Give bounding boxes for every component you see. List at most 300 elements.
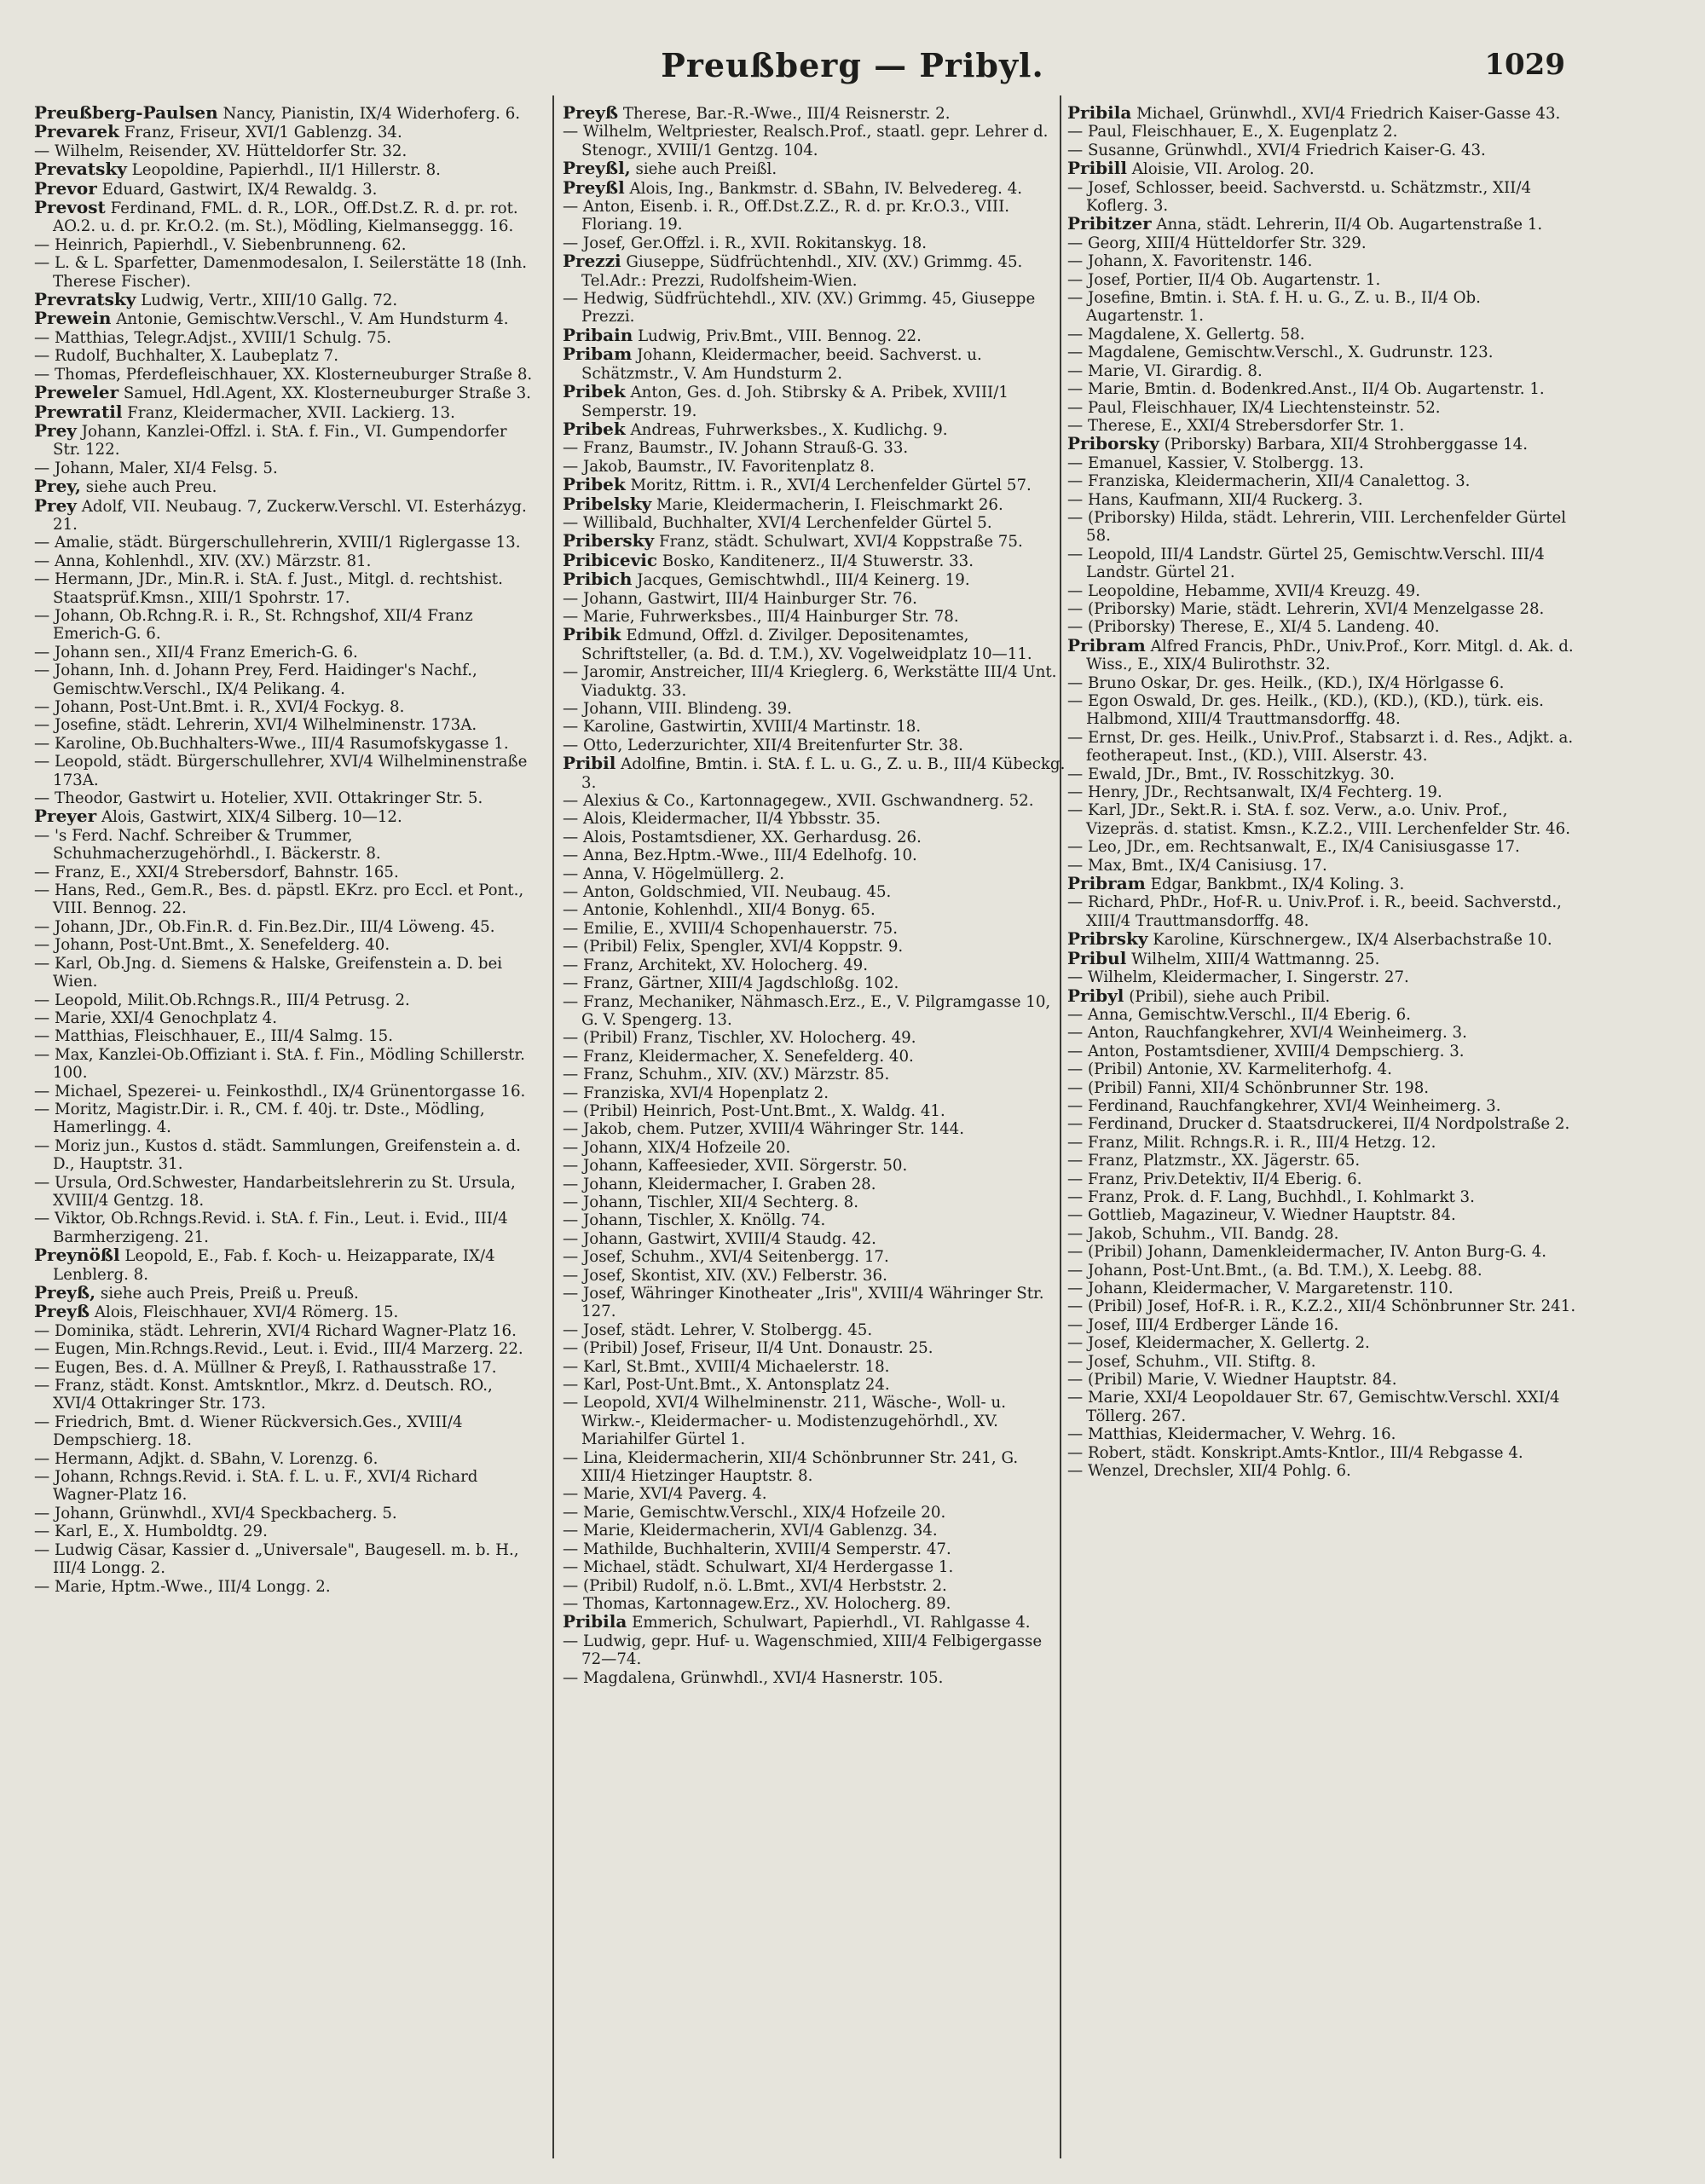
entry-details: — Georg, XIII/4 Hütteldorfer Str. 329. (1067, 234, 1367, 252)
entry-details: — (Pribil) Heinrich, Post-Unt.Bmt., X. Waldg. 41. (563, 1101, 945, 1120)
directory-entry (34, 121, 533, 142)
entry-details: — Leo, JDr., em. Rechtsanwalt, E., IX/4 Canisiusgasse 17. (1067, 838, 1520, 857)
directory-entry (1067, 344, 1579, 362)
directory-entry (34, 1413, 533, 1450)
directory-entry (34, 197, 533, 236)
entry-details: — (Pribil) Franz, Tischler, XV. Holocherg. 49. (563, 1029, 916, 1048)
entry-details: — Franziska, XVI/4 Hopenplatz 2. (563, 1083, 829, 1102)
entry-details: — Johann, XIX/4 Hofzeile 20. (563, 1138, 791, 1157)
directory-entry (34, 159, 533, 180)
entry-details: — Gottlieb, Magazineur, V. Wiedner Hauptstr. 84. (1067, 1206, 1456, 1225)
directory-entry (34, 1082, 533, 1101)
entry-details: — Emilie, E., XVIII/4 Schopenhauerstr. 75. (563, 919, 898, 938)
entry-details: — (Priborsky) Marie, städt. Lehrerin, XVI/4 Menzelgasse 28. (1067, 599, 1545, 618)
directory-entry (34, 142, 533, 160)
entry-details: — Ferdinand, Rauchfangkehrer, XVI/4 Weinheimerg. 3. (1067, 1096, 1501, 1115)
entry-surname: Prey, (34, 476, 81, 497)
entry-details: — 's Ferd. Nachf. Schreiber & Trummer, Schuhmacherzugehörhdl., I. Bäckerstr. 8. (34, 826, 381, 864)
directory-entry (34, 476, 533, 497)
directory-entry (563, 992, 1066, 1030)
directory-entry (1067, 1115, 1579, 1134)
entry-details: Alois, Ing., Bankmstr. d. SBahn, IV. Belvedereg. 4. (629, 179, 1023, 198)
directory-entry (34, 1027, 533, 1046)
directory-entry (563, 474, 1066, 495)
directory-entry (34, 643, 533, 662)
entry-details: — Willibald, Buchhalter, XVI/4 Lerchenfelder Gürtel 5. (563, 513, 992, 532)
entry-details: Wilhelm, XIII/4 Wattmanng. 25. (1131, 950, 1380, 968)
directory-entry (563, 1394, 1066, 1449)
entry-details: — Josef, Skontist, XIV. (XV.) Felberstr. 36. (563, 1266, 887, 1285)
entry-details: — Mathilde, Buchhalterin, XVIII/4 Semperstr. 47. (563, 1540, 951, 1558)
entry-details: — Johann, X. Favoritenstr. 146. (1067, 252, 1313, 271)
entry-surname: Prevarek (34, 121, 119, 142)
directory-entry (1067, 252, 1579, 271)
entry-surname: Preyßl (563, 176, 625, 198)
directory-entry (563, 1540, 1066, 1558)
entry-surname: Prey (34, 419, 77, 441)
directory-entry (563, 718, 1066, 737)
directory-entry (34, 698, 533, 716)
directory-entry (1067, 1462, 1579, 1481)
entry-details: — Viktor, Ob.Rchngs.Revid. i. StA. f. Fin., Leut. i. Evid., III/4 Barmherzigeng. 21. (34, 1210, 508, 1246)
directory-entry (1067, 618, 1579, 637)
directory-entry (563, 344, 1066, 383)
directory-entry (1067, 692, 1579, 729)
entry-details: — Marie, VI. Girardig. 8. (1067, 361, 1263, 380)
entry-surname: Pribain (563, 324, 633, 345)
directory-entry (34, 1008, 533, 1027)
entry-details: — Karoline, Ob.Buchhalters-Wwe., III/4 Rasumofskygasse 1. (34, 734, 509, 753)
directory-entry (1067, 123, 1579, 142)
entry-details: — Johann, VIII. Blindeng. 39. (563, 700, 792, 718)
entry-details: Antonie, Gemischtw.Verschl., V. Am Hundsturm 4. (116, 310, 509, 329)
entry-details: — Thomas, Pferdefleischhauer, XX. Klosterneuburger Straße 8. (34, 365, 533, 384)
entry-details: — Anton, Eisenb. i. R., Off.Dst.Z.Z., R. d. pr. Kr.O.3., VIII. Floriang. 19. (563, 198, 1010, 234)
directory-entry (563, 938, 1066, 956)
entry-details: — Alois, Postamtsdiener, XX. Gerhardusg. 26. (563, 828, 922, 846)
entry-details: Johann, Kanzlei-Offzl. i. StA. f. Fin., VI. Gumpendorfer Str. 122. (53, 422, 507, 459)
entry-details: Giuseppe, Südfrüchtenhdl., XIV. (XV.) Grimmg. 45. Tel.Adr.: Prezzi, Rudolfsheim-Wien. (581, 253, 1023, 290)
entry-details: — Johann, Post-Unt.Bmt., (a. Bd. T.M.), X. Leebg. 88. (1067, 1261, 1482, 1280)
entry-details: — Franz, Gärtner, XIII/4 Jagdschloßg. 102. (563, 974, 899, 993)
entry-details: — Wilhelm, Reisender, XV. Hütteldorfer Str. 32. (34, 142, 407, 160)
entry-details: — Johann, Kleidermacher, I. Graben 28. (563, 1175, 876, 1193)
directory-entry (34, 177, 533, 199)
directory-entry (563, 1285, 1066, 1321)
entry-details: — Franz, Priv.Detektiv, II/4 Eberig. 6. (1067, 1170, 1362, 1188)
entry-details: — Josef, III/4 Erdberger Lände 16. (1067, 1315, 1339, 1334)
directory-entry (1067, 270, 1579, 289)
entry-details: — Friedrich, Bmt. d. Wiener Rückversich.Ges., XVIII/4 Dempschierg. 18. (34, 1413, 463, 1450)
entry-details: — Rudolf, Buchhalter, X. Laubeplatz 7. (34, 347, 338, 366)
directory-entry (34, 1282, 533, 1303)
directory-entry (563, 290, 1066, 326)
directory-entry (563, 1229, 1066, 1248)
directory-entry (34, 1522, 533, 1541)
entry-details: — Josefine, städt. Lehrerin, XVI/4 Wilhelminenstr. 173A. (34, 716, 477, 735)
directory-entry (34, 863, 533, 881)
entry-details: Leopoldine, Papierhdl., II/1 Hillerstr. 8. (131, 161, 441, 180)
entry-details: — Josef, Portier, II/4 Ob. Augartenstr. 1. (1067, 270, 1381, 289)
directory-entry (34, 1340, 533, 1359)
directory-entry (563, 439, 1066, 458)
directory-entry (563, 1138, 1066, 1157)
entry-details: Moritz, Rittm. i. R., XVI/4 Lerchenfelder Gürtel 57. (630, 477, 1032, 495)
directory-entry (563, 1320, 1066, 1339)
directory-entry (34, 347, 533, 366)
entry-surname: Pribich (563, 569, 633, 590)
directory-entry (34, 789, 533, 808)
entry-details: — Franz, Mechaniker, Nähmasch.Erz., E., V. Pilgramgasse 10, G. V. Spengerg. 13. (563, 992, 1051, 1029)
entry-details: Jacques, Gemischtwhdl., III/4 Keinerg. 19. (637, 571, 970, 590)
entry-details: — Johann, Kaffeesieder, XVII. Sörgerstr. 50. (563, 1157, 908, 1176)
entry-details: — Johann, Inh. d. Johann Prey, Ferd. Haidinger's Nachf., Gemischtw.Verschl., IX/4 Pelikang. 4. (34, 662, 477, 698)
entry-details: Michael, Grünwhdl., XVI/4 Friedrich Kaiser-Gasse 43. (1136, 105, 1561, 123)
entry-details: — Franz, Architekt, XV. Holocherg. 49. (563, 956, 869, 974)
entry-details: (Priborsky) Barbara, XII/4 Strohberggasse 14. (1164, 436, 1528, 454)
entry-surname: Pribrsky (1067, 928, 1148, 950)
entry-details: — Matthias, Telegr.Adjst., XVIII/1 Schulg. 75. (34, 328, 392, 347)
directory-entry (1067, 673, 1579, 692)
entry-surname: Pribek (563, 418, 626, 439)
entry-details: — (Pribil) Fanni, XII/4 Schönbrunner Str. 198. (1067, 1078, 1430, 1097)
entry-details: Anna, städt. Lehrerin, II/4 Ob. Augartenstraße 1. (1156, 216, 1543, 234)
directory-entry (563, 1485, 1066, 1504)
entry-surname: Preußberg-Paulsen (34, 104, 218, 123)
directory-entry (563, 123, 1066, 159)
directory-entry (1067, 634, 1579, 674)
entry-details: Therese, Bar.-R.-Wwe., III/4 Reisnerstr. 2. (622, 105, 951, 123)
directory-entry (563, 549, 1066, 570)
directory-entry (1067, 581, 1579, 600)
directory-entry (34, 289, 533, 310)
entry-surname: Pribram (1067, 634, 1146, 656)
directory-entry (563, 956, 1066, 974)
entry-details: — (Priborsky) Therese, E., XI/4 5. Landeng. 40. (1067, 618, 1440, 637)
directory-entry (34, 1245, 533, 1284)
directory-entry (34, 954, 533, 991)
entry-details: Edmund, Offzl. d. Zivilger. Depositenamtes, Schriftsteller, (a. Bd. d. T.M.), XV. Vogelweidplatz 10—11. (581, 627, 1032, 663)
entry-details: — Karl, Ob.Jng. d. Siemens & Halske, Greifenstein a. D. bei Wien. (34, 954, 503, 991)
directory-entry (1067, 1024, 1579, 1043)
directory-entry (34, 1358, 533, 1377)
entry-surname: Pribila (1067, 104, 1132, 123)
directory-entry (1067, 1152, 1579, 1170)
entry-surname: Pribek (563, 381, 626, 402)
entry-details: Alfred Francis, PhDr., Univ.Prof., Korr. Mitgl. d. Ak. d. Wiss., E., XIX/4 Bulirothstr. 32. (1086, 637, 1574, 674)
directory-entry (1067, 728, 1579, 766)
directory-entry (563, 569, 1066, 590)
entry-details: — (Pribil) Josef, Friseur, II/4 Unt. Donaustr. 25. (563, 1339, 933, 1358)
entry-details: — Franz, Milit. Rchngs.R. i. R., III/4 Hetzg. 12. (1067, 1133, 1436, 1152)
entry-details: — (Pribil) Antonie, XV. Karmeliterhofg. 4. (1067, 1060, 1392, 1079)
entry-details: — Max, Kanzlei-Ob.Offiziant i. StA. f. Fin., Mödling Schillerstr. 100. (34, 1045, 525, 1083)
directory-entry (34, 662, 533, 698)
directory-entry (563, 1357, 1066, 1376)
entry-details: Adolf, VII. Neubaug. 7, Zuckerw.Verschl. VI. Esterházyg. 21. (53, 497, 527, 534)
directory-entry (563, 810, 1066, 829)
directory-entry (34, 382, 533, 403)
entry-details: Franz, Friseur, XVI/1 Gablenzg. 34. (124, 124, 402, 142)
entry-surname: Prevor (34, 177, 97, 199)
directory-entry (1067, 325, 1579, 344)
entry-details: — Wenzel, Drechsler, XII/4 Pohlg. 6. (1067, 1462, 1351, 1481)
directory-entry (563, 418, 1066, 439)
entry-surname: Preyer (34, 806, 97, 827)
entry-details: — Johann, Kleidermacher, V. Margaretenstr. 110. (1067, 1280, 1454, 1297)
directory-entry (1067, 398, 1579, 417)
entry-details: — Josef, Kleidermacher, X. Gellertg. 2. (1067, 1334, 1370, 1353)
entry-details: — Leopold, Milit.Ob.Rchngs.R., III/4 Petrusg. 2. (34, 991, 410, 1009)
entry-details: — Johann, Tischler, X. Knöllg. 74. (563, 1211, 826, 1230)
entry-details: — Leopold, städt. Bürgerschullehrer, XVI/4 Wilhelminenstraße 173A. (34, 753, 528, 789)
entry-details: — Johann, Ob.Rchng.R. i. R., St. Rchngshof, XII/4 Franz Emerich-G. 6. (34, 606, 473, 644)
entry-details: — Richard, PhDr., Hof-R. u. Univ.Prof. i. R., beeid. Sachverstd., XIII/4 Trauttmansdorffg. 48. (1067, 893, 1562, 930)
directory-entry (34, 365, 533, 384)
directory-entry (563, 753, 1066, 792)
directory-entry (1067, 380, 1579, 399)
entry-surname: Pribek (563, 474, 626, 495)
entry-details: — Wilhelm, Kleidermacher, I. Singerstr. 27. (1067, 968, 1409, 987)
entry-details: — Amalie, städt. Bürgerschullehrerin, XVIII/1 Riglergasse 13. (34, 534, 521, 552)
entry-details: — Hermann, Adjkt. d. SBahn, V. Lorenzg. 6. (34, 1449, 379, 1468)
entry-surname: Pribitzer (1067, 213, 1152, 234)
entry-details: — Jaromir, Anstreicher, III/4 Krieglerg. 6, Werkstätte III/4 Unt. Viaduktg. 33. (563, 663, 1057, 700)
entry-details: — Marie, XXI/4 Genochplatz 4. (34, 1008, 278, 1027)
directory-entry (1067, 856, 1579, 875)
entry-surname: Preyß (563, 104, 619, 123)
entry-details: — Anna, Bez.Hptm.-Wwe., III/4 Edelhofg. 10. (563, 846, 917, 865)
entry-details: — Johann, Gastwirt, III/4 Hainburger Str. 76. (563, 589, 917, 608)
directory-entry (1067, 1096, 1579, 1115)
entry-details: — Marie, XXI/4 Leopoldauer Str. 67, Gemischtw.Verschl. XXI/4 Töllerg. 267. (1067, 1389, 1560, 1425)
directory-entry (34, 534, 533, 552)
entry-surname: Pribila (563, 1611, 627, 1632)
directory-entry (563, 493, 1066, 514)
directory-entry (34, 734, 533, 753)
entry-details: — Jakob, Baumstr., IV. Favoritenplatz 8. (563, 457, 875, 476)
entry-surname: Pribil (563, 753, 616, 774)
entry-surname: Preyß, (34, 1282, 96, 1303)
entry-details: — Johann, Gastwirt, XVIII/4 Staudg. 42. (563, 1229, 876, 1248)
directory-entry (1067, 289, 1579, 326)
entry-details: — Dominika, städt. Lehrerin, XVI/4 Richard Wagner-Platz 16. (34, 1321, 517, 1340)
directory-entry (563, 624, 1066, 663)
entry-details: — Antonie, Kohlenhdl., XII/4 Bonyg. 65. (563, 901, 876, 920)
entry-details: — Hedwig, Südfrüchtehdl., XIV. (XV.) Grimmg. 45, Giuseppe Prezzi. (563, 290, 1036, 326)
page-header (0, 46, 1705, 97)
entry-details: — (Pribil) Marie, V. Wiedner Hauptstr. 84. (1067, 1371, 1397, 1390)
directory-entry (34, 459, 533, 477)
entry-details: — Marie, Hptm.-Wwe., III/4 Longg. 2. (34, 1577, 331, 1596)
entry-details: — Johann, Post-Unt.Bmt. i. R., XVI/4 Fockyg. 8. (34, 698, 405, 716)
directory-entry (34, 716, 533, 735)
directory-entry (34, 494, 533, 534)
directory-entry (34, 1301, 533, 1322)
directory-entry (34, 1210, 533, 1246)
entry-details: Franz, städt. Schulwart, XVI/4 Koppstraße 75. (658, 533, 1023, 552)
entry-details: Adolfine, Bmtin. i. StA. f. L. u. G., Z. u. B., III/4 Kübeckg. 3. (581, 755, 1066, 792)
entry-surname: Pribik (563, 624, 621, 645)
entry-details: — Ludwig, gepr. Huf- u. Wagenschmied, XIII/4 Felbigergasse 72—74. (563, 1632, 1043, 1669)
directory-entry (1067, 765, 1579, 783)
entry-details: — Anna, Kohlenhdl., XIV. (XV.) Märzstr. 81. (34, 552, 372, 570)
directory-entry (1067, 141, 1579, 159)
column-divider (552, 95, 554, 2158)
entry-details: — Paul, Fleischhauer, IX/4 Liechtensteinstr. 52. (1067, 398, 1441, 417)
directory-entry (1067, 838, 1579, 857)
directory-entry (563, 1558, 1066, 1577)
entry-details: Nancy, Pianistin, IX/4 Widerhoferg. 6. (223, 105, 521, 123)
directory-entry (563, 234, 1066, 252)
directory-entry (563, 176, 1066, 198)
directory-entry (563, 1120, 1066, 1139)
entry-details: Johann, Kleidermacher, beeid. Sachverst. u. Schätzmstr., V. Am Hundsturm 2. (581, 346, 982, 383)
entry-surname: Pribelsky (563, 493, 652, 514)
page-number: 1029 (1484, 48, 1565, 82)
directory-entry (34, 1321, 533, 1340)
directory-entry (563, 864, 1066, 883)
directory-entry (563, 901, 1066, 920)
entry-details: — Leopoldine, Hebamme, XVII/4 Kreuzg. 49. (1067, 581, 1420, 600)
directory-entry (563, 663, 1066, 700)
entry-details: — Anton, Rauchfangkehrer, XVI/4 Weinheimerg. 3. (1067, 1024, 1467, 1043)
directory-entry (563, 530, 1066, 552)
directory-entry (1067, 1297, 1579, 1316)
entry-surname: Prevost (34, 197, 106, 218)
entry-details: — Karl, E., X. Humboldtg. 29. (34, 1522, 268, 1541)
directory-entry (563, 1522, 1066, 1540)
entry-details: — (Pribil) Felix, Spengler, XVI/4 Koppstr. 9. (563, 938, 904, 956)
column-1 (34, 104, 533, 2150)
entry-surname: Prey (34, 494, 77, 516)
entry-details: — Franziska, Kleidermacherin, XII/4 Canalettog. 3. (1067, 472, 1471, 491)
entry-details: — Johann, JDr., Ob.Fin.R. d. Fin.Bez.Dir., III/4 Löweng. 45. (34, 917, 495, 936)
directory-entry (1067, 1133, 1579, 1152)
entry-details: — Therese, E., XXI/4 Strebersdorfer Str. 1. (1067, 416, 1405, 435)
entry-details: — Moritz, Magistr.Dir. i. R., CM. f. 40j. tr. Dste., Mödling, Hamerlingg. 4. (34, 1100, 485, 1137)
directory-entry (563, 251, 1066, 290)
directory-entry (34, 552, 533, 570)
entry-surname: Pribul (1067, 947, 1127, 968)
entry-details: — Anton, Goldschmied, VII. Neubaug. 45. (563, 883, 892, 902)
directory-entry (563, 1193, 1066, 1211)
directory-entry (563, 1101, 1066, 1120)
directory-entry (34, 606, 533, 644)
directory-entry (34, 401, 533, 422)
directory-entry (1067, 361, 1579, 380)
directory-entry (1067, 158, 1579, 179)
entry-details: — (Pribil) Josef, Hof-R. i. R., K.Z.2., XII/4 Schönbrunner Str. 241. (1067, 1297, 1576, 1316)
directory-entry (1067, 947, 1579, 968)
entry-details: Eduard, Gastwirt, IX/4 Rewaldg. 3. (101, 180, 378, 199)
directory-entry (34, 1045, 533, 1083)
entry-details: — Johann, Grünwhdl., XVI/4 Speckbacherg. 5. (34, 1504, 397, 1522)
entry-details: — Marie, Kleidermacherin, XVI/4 Gablenzg. 34. (563, 1522, 938, 1540)
entry-details: — Theodor, Gastwirt u. Hotelier, XVII. Ottakringer Str. 5. (34, 789, 483, 808)
directory-entry (1067, 599, 1579, 618)
entry-surname: Prevatsky (34, 159, 127, 180)
directory-entry (1067, 968, 1579, 987)
directory-entry (1067, 472, 1579, 491)
entry-details: Ferdinand, FML. d. R., LOR., Off.Dst.Z. R. d. pr. rot. AO.2. u. d. pr. Kr.O.2. (m. St.), Mödling, Kielmanseggg. 16. (53, 199, 518, 236)
entry-details: — Moriz jun., Kustos d. städt. Sammlungen, Greifenstein a. d. D., Hauptstr. 31. (34, 1136, 521, 1174)
directory-entry (1067, 928, 1579, 950)
directory-entry (34, 917, 533, 936)
directory-entry (1067, 1315, 1579, 1334)
directory-entry (1067, 1243, 1579, 1262)
entry-details: — Robert, städt. Konskript.Amts-Kntlor., III/4 Rebgasse 4. (1067, 1443, 1523, 1462)
directory-entry (1067, 545, 1579, 582)
directory-entry (1067, 234, 1579, 252)
entry-details: — Michael, städt. Schulwart, XI/4 Herdergasse 1. (563, 1558, 954, 1577)
directory-entry (34, 806, 533, 827)
directory-entry (1067, 985, 1579, 1006)
entry-details: Samuel, Hdl.Agent, XX. Klosterneuburger Straße 3. (123, 384, 531, 403)
entry-details: siehe auch Preu. (85, 478, 217, 497)
directory-entry (563, 700, 1066, 718)
entry-details: — Josef, städt. Lehrer, V. Stolbergg. 45. (563, 1320, 873, 1339)
directory-entry (34, 1100, 533, 1137)
directory-entry (563, 883, 1066, 902)
entry-details: — Johann, Rchngs.Revid. i. StA. f. L. u. F., XVI/4 Richard Wagner-Platz 16. (34, 1468, 478, 1505)
entry-details: — Karl, St.Bmt., XVIII/4 Michaelerstr. 18. (563, 1357, 890, 1376)
directory-entry (563, 1211, 1066, 1230)
directory-entry (563, 1576, 1066, 1595)
entry-details: — Ferdinand, Drucker d. Staatsdruckerei, II/4 Nordpolstraße 2. (1067, 1115, 1570, 1134)
directory-entry (34, 1136, 533, 1174)
entry-details: — Otto, Lederzurichter, XII/4 Breitenfurter Str. 38. (563, 736, 963, 754)
directory-entry (1067, 490, 1579, 509)
entry-surname: Preyß (34, 1301, 90, 1322)
entry-details: — (Pribil) Johann, Damenkleidermacher, IV. Anton Burg-G. 4. (1067, 1243, 1547, 1262)
directory-entry (1067, 1261, 1579, 1280)
entry-details: Franz, Kleidermacher, XVII. Lackierg. 13. (127, 403, 455, 422)
directory-entry (563, 1376, 1066, 1395)
entry-details: — Marie, Gemischtw.Verschl., XIX/4 Hofzeile 20. (563, 1503, 946, 1522)
entry-details: — Marie, Fuhrwerksbes., III/4 Hainburger Str. 78. (563, 607, 959, 626)
entry-details: — Magdalene, X. Gellertg. 58. (1067, 325, 1305, 344)
directory-entry (563, 607, 1066, 626)
directory-entry (563, 1047, 1066, 1066)
entry-details: — Lina, Kleidermacherin, XII/4 Schönbrunner Str. 241, G. XIII/4 Hietzinger Hauptstr. 8. (563, 1448, 1019, 1486)
directory-entry (563, 1248, 1066, 1267)
entry-surname: Pribicevic (563, 549, 658, 570)
directory-entry (563, 104, 1066, 123)
directory-entry (563, 792, 1066, 811)
directory-entry (1067, 1078, 1579, 1097)
entry-details: — Paul, Fleischhauer, E., X. Eugenplatz 2. (1067, 123, 1398, 142)
directory-entry (34, 328, 533, 347)
entry-details: Karoline, Kürschnergew., IX/4 Alserbachstraße 10. (1153, 931, 1552, 950)
directory-entry (563, 1594, 1066, 1613)
entry-details: — Susanne, Grünwhdl., XVI/4 Friedrich Kaiser-G. 43. (1067, 141, 1486, 159)
directory-entry (563, 589, 1066, 608)
entry-surname: Prevratsky (34, 289, 136, 310)
entry-details: — Jakob, chem. Putzer, XVIII/4 Währinger Str. 144. (563, 1120, 965, 1139)
entry-surname: Preynößl (34, 1245, 120, 1266)
entry-details: Ludwig, Vertr., XIII/10 Gallg. 72. (141, 292, 398, 310)
directory-entry (1067, 1042, 1579, 1060)
directory-entry (1067, 1425, 1579, 1444)
directory-entry (1067, 213, 1579, 234)
entry-details: — Anna, V. Högelmüllerg. 2. (563, 864, 785, 883)
entry-details: — Ernst, Dr. ges. Heilk., Univ.Prof., Stabsarzt i. d. Res., Adjkt. a. feotherapeut. Inst., (KD.), VIII. Alserstr. 43. (1067, 728, 1574, 766)
directory-entry (563, 1175, 1066, 1193)
directory-entry (34, 881, 533, 918)
entry-details: — Johann, Maler, XI/4 Felsg. 5. (34, 459, 278, 477)
entry-details: siehe auch Preis, Preiß u. Preuß. (100, 1285, 359, 1303)
